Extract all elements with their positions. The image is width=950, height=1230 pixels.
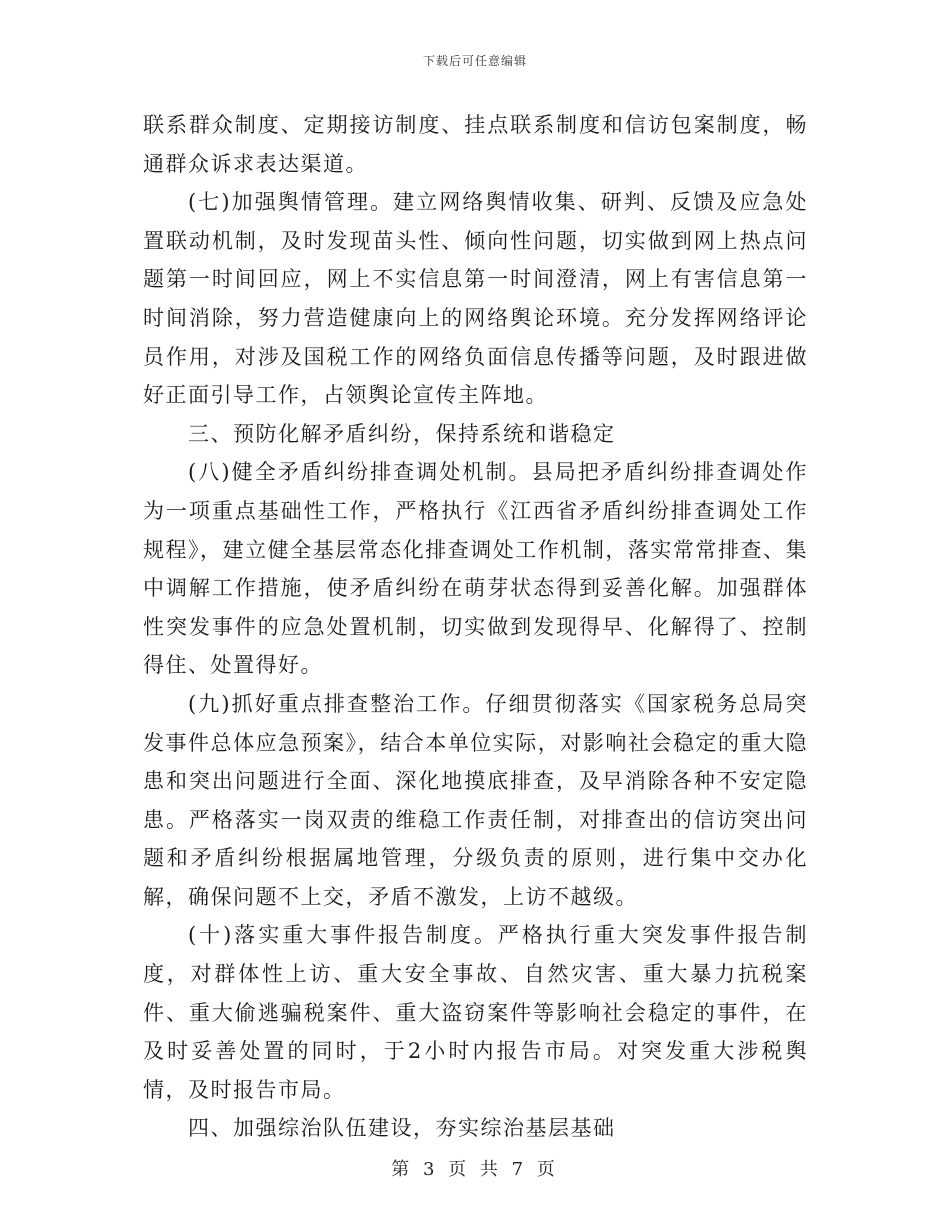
page-number-footer: 第 3 页 共 7 页: [391, 1159, 559, 1180]
paragraph-item-10: (十)落实重大事件报告制度。严格执行重大突发事件报告制度，对群体性上访、重大安全事故、自然灾害、重大暴力抗税案件、重大偷逃骗税案件、重大盗窃案件等影响社会稳定的事件，在及时妥善处置的同时，于2小时内报告市局。对突发重大涉税舆情，及时报告市局。: [143, 923, 808, 1102]
paragraph-item-9: (九)抓好重点排查整治工作。仔细贯彻落实《国家税务总局突发事件总体应急预案》，结合本单位实际，对影响社会稳定的重大隐患和突出问题进行全面、深化地摸底排查，及早消除各种不安定隐患。严格落实一岗双责的维稳工作责任制，对排查出的信访突出问题和矛盾纠纷根据属地管理，分级负责的原则，进行集中交办化解，确保问题不上交，矛盾不激发，上访不越级。: [143, 691, 808, 909]
paragraph-item-7: (七)加强舆情管理。建立网络舆情收集、研判、反馈及应急处置联动机制，及时发现苗头性、倾向性问题，切实做到网上热点问题第一时间回应，网上不实信息第一时间澄清，网上有害信息第一时间消除，努力营造健康向上的网络舆论环境。充分发挥网络评论员作用，对涉及国税工作的网络负面信息传播等问题，及时跟进做好正面引导工作，占领舆论宣传主阵地。: [143, 190, 808, 408]
paragraph-item-8: (八)健全矛盾纠纷排查调处机制。县局把矛盾纠纷排查调处作为一项重点基础性工作，严格执行《江西省矛盾纠纷排查调处工作规程》，建立健全基层常态化排查调处工作机制，落实常常排查、集中调解工作措施，使矛盾纠纷在萌芽状态得到妥善化解。加强群体性突发事件的应急处置机制，切实做到发现得早、化解得了、控制得住、处置得好。: [143, 460, 808, 678]
paragraph-continuation: 联系群众制度、定期接访制度、挂点联系制度和信访包案制度，畅通群众诉求表达渠道。: [143, 113, 808, 176]
section-heading-3: 三、预防化解矛盾纠纷，保持系统和谐稳定: [188, 421, 616, 446]
header-note: 下载后可任意编辑: [422, 54, 527, 68]
section-heading-4: 四、加强综治队伍建设，夯实综治基层基础: [188, 1116, 616, 1141]
body-text: [143, 106, 808, 1148]
